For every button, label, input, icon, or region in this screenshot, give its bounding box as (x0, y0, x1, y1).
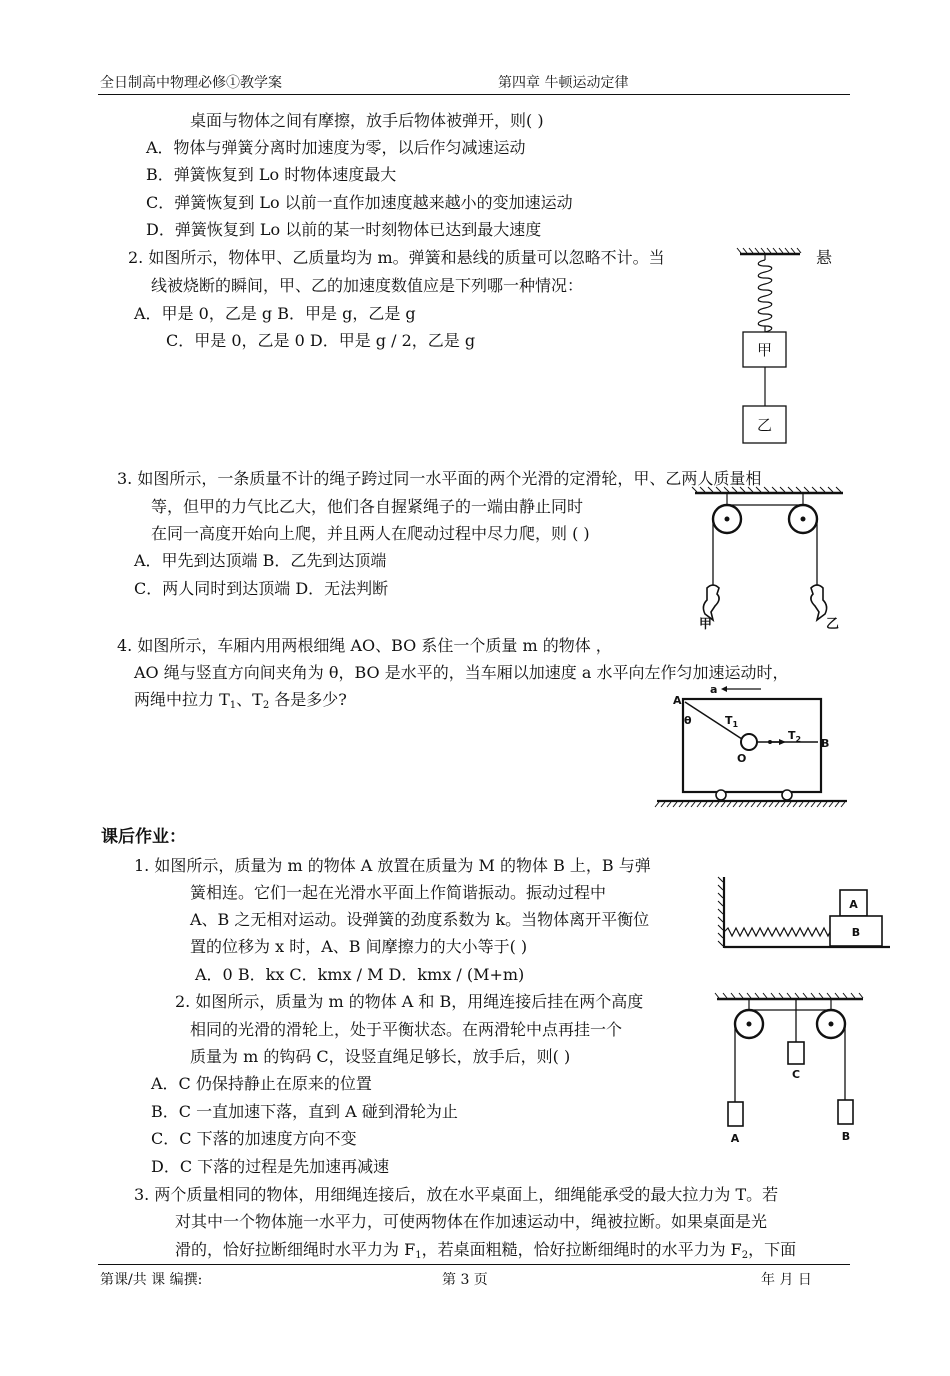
t1-label: $T_1$ (725, 714, 739, 729)
hw1-options: A．0 B．kx C．kmx / M D．kmx / (M+m) (195, 965, 525, 984)
q4-carriage-figure (655, 680, 850, 810)
q4-line3: 两绳中拉力 $T_1$、$T_2$ 各是多少? (134, 690, 347, 711)
block-b-label: B (851, 926, 861, 939)
hw2-block-b-label: B (841, 1130, 851, 1143)
hw2-block-a (728, 1102, 743, 1126)
intro-stem: 桌面与物体之间有摩擦，放手后物体被弹开，则( ) (190, 111, 544, 130)
hw2-option-d: D．C 下落的过程是先加速再减速 (151, 1157, 390, 1176)
q4-line1: 4. 如图所示，车厢内用两根细绳 AO、BO 系住一个质量 m 的物体 ， (117, 636, 612, 655)
hw3-line3: 滑的，恰好拉断细绳时水平力为 $F_1$，若桌面粗糙，恰好拉断细绳时的水平力为 $F_2$，下面 (175, 1240, 797, 1261)
hw2-pulley-figure (713, 990, 868, 1150)
hw1-line4: 置的位移为 x 时，A、B 间摩擦力的大小等于( ) (190, 937, 528, 956)
hw1-line1: 1. 如图所示，质量为 m 的物体 A 放置在质量为 M 的物体 B 上，B 与弹 (134, 856, 651, 875)
intro-option-d: D．弹簧恢复到 Lo 以前的某一时刻物体已达到最大速度 (146, 220, 542, 239)
header-left: 全日制高中物理必修①教学案 (100, 75, 282, 91)
person-yi-label: 乙 (826, 617, 840, 632)
point-b-label: B (821, 737, 830, 750)
point-o-label: O (737, 752, 747, 765)
hw1-line2: 簧相连。它们一起在光滑水平面上作简谐振动。振动过程中 (190, 883, 607, 902)
block-c-label: C (791, 1068, 801, 1081)
accel-label: a (710, 683, 718, 696)
hw2-block-b (838, 1100, 853, 1124)
block-c (788, 1042, 804, 1064)
hw2-line1: 2. 如图所示，质量为 m 的物体 A 和 B，用绳连接后挂在两个高度 (175, 992, 644, 1011)
page-number: 第 3 页 (442, 1272, 488, 1288)
homework-title: 课后作业： (101, 827, 186, 847)
q2-line1: 2. 如图所示，物体甲、乙质量均为 m。弹簧和悬线的质量可以忽略不计。当 (128, 248, 665, 267)
intro-option-a: A．物体与弹簧分离时加速度为零，以后作匀减速运动 (146, 138, 526, 157)
q2-options-ab: A．甲是 0，乙是 g B．甲是 g，乙是 g (134, 304, 416, 323)
hw1-spring-figure (716, 872, 894, 952)
q2-line1-tail: 悬 (816, 248, 833, 267)
intro-option-c: C．弹簧恢复到 Lo 以前一直作加速度越来越小的变加速运动 (146, 193, 573, 212)
mass-ball (741, 734, 757, 750)
q3-options-cd: C．两人同时到达顶端 D．无法判断 (134, 579, 389, 598)
q3-pulley-figure (685, 488, 850, 633)
theta-label: θ (684, 714, 692, 727)
block-a-label: A (849, 898, 858, 911)
header-chapter: 第四章 牛顿运动定律 (498, 75, 629, 91)
q2-line2: 线被烧断的瞬间，甲、乙的加速度数值应是下列哪一种情况： (151, 276, 584, 295)
q3-line3: 在同一高度开始向上爬，并且两人在爬动过程中尽力爬，则 ( ) (151, 524, 590, 543)
person-jia-label: 甲 (699, 617, 713, 632)
q3-line2: 等，但甲的力气比乙大，他们各自握紧绳子的一端由静止同时 (151, 497, 584, 516)
hw2-line2: 相同的光滑的滑轮上，处于平衡状态。在两滑轮中点再挂一个 (190, 1020, 623, 1039)
hw2-option-a: A．C 仍保持静止在原来的位置 (151, 1074, 372, 1093)
hw2-block-a-label: A (730, 1132, 740, 1145)
footer-left: 第课/共 课 编撰: (100, 1272, 203, 1288)
q2-options-cd: C．甲是 0，乙是 0 D．甲是 g / 2，乙是 g (166, 331, 476, 350)
footer-date: 年 月 日 (761, 1272, 812, 1288)
hw2-option-b: B．C 一直加速下落，直到 A 碰到滑轮为止 (151, 1102, 458, 1121)
block-yi-label: 乙 (756, 416, 773, 434)
hw1-line3: A、B 之无相对运动。设弹簧的劲度系数为 k。当物体离开平衡位 (190, 910, 650, 929)
block-jia-label: 甲 (756, 341, 773, 359)
q3-options-ab: A．甲先到达顶端 B．乙先到达顶端 (134, 551, 387, 570)
hw3-line2: 对其中一个物体施一水平力，可使两物体在作加速运动中，绳被拉断。如果桌面是光 (175, 1212, 768, 1231)
hw2-option-c: C．C 下落的加速度方向不变 (151, 1129, 357, 1148)
header-rule (98, 94, 850, 95)
point-a-label: A (673, 694, 682, 707)
hw2-line3: 质量为 m 的钩码 C，设竖直绳足够长，放手后，则( ) (190, 1047, 571, 1066)
q3-line1: 3. 如图所示，一条质量不计的绳子跨过同一水平面的两个光滑的定滑轮，甲、乙两人质量相 (117, 469, 762, 488)
t2-label: $T_2$ (788, 729, 802, 744)
hw3-line1: 3. 两个质量相同的物体，用细绳连接后，放在水平桌面上，细绳能承受的最大拉力为 T。若 (134, 1185, 779, 1204)
q2-spring-figure (735, 248, 810, 448)
q4-line2: AO 绳与竖直方向间夹角为 θ，BO 是水平的，当车厢以加速度 a 水平向左作匀加速运动时， (134, 663, 789, 682)
intro-option-b: B．弹簧恢复到 Lo 时物体速度最大 (146, 165, 397, 184)
footer-rule (98, 1264, 850, 1265)
